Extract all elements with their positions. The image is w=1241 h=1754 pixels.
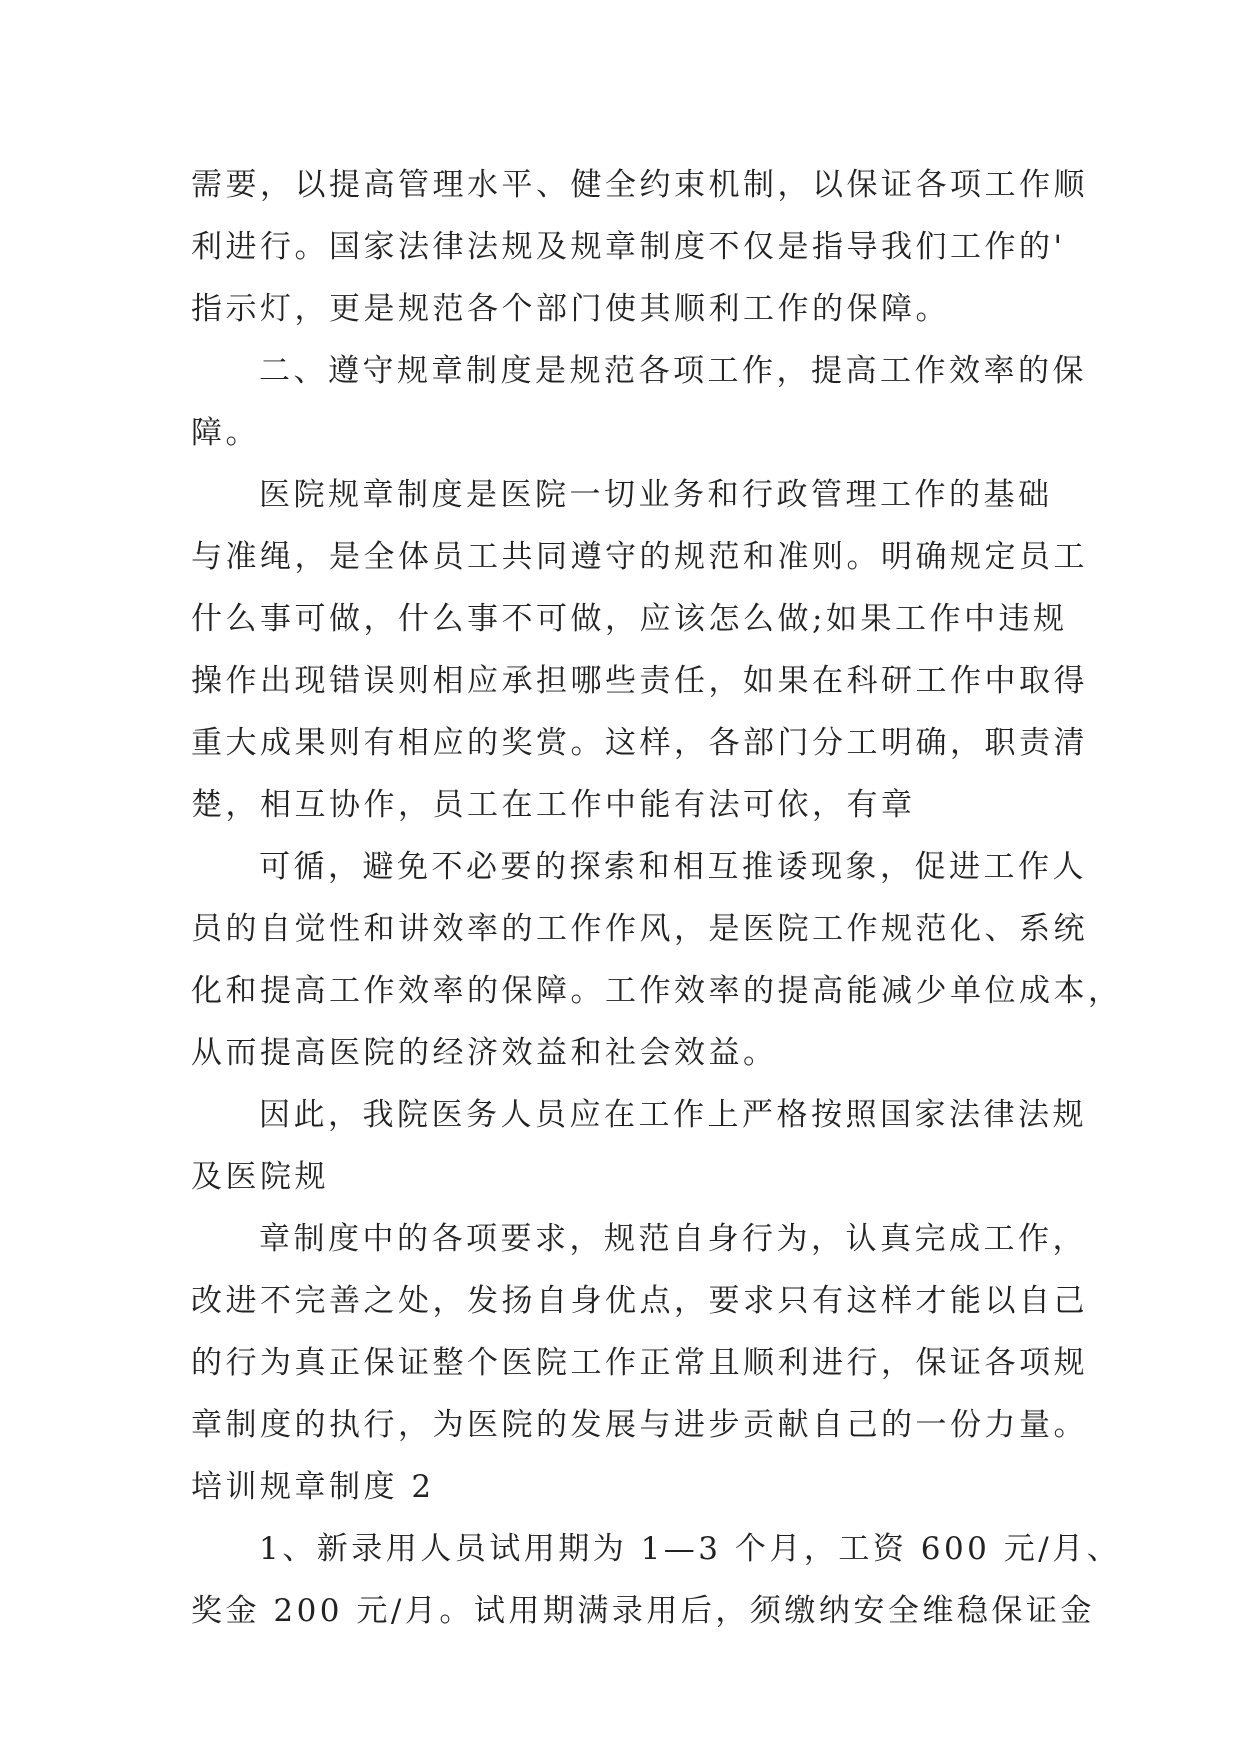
text-line: 改进不完善之处，发扬自身优点，要求只有这样才能以自己	[191, 1283, 1088, 1319]
section-heading-line: 障。	[191, 415, 260, 451]
text-line: 什么事可做，什么事不可做，应该怎么做;如果工作中违规	[191, 601, 1068, 637]
text-line: 的行为真正保证整个医院工作正常且顺利进行，保证各项规	[191, 1345, 1088, 1381]
section-heading-line: 二、遵守规章制度是规范各项工作，提高工作效率的保	[259, 353, 1087, 389]
text-line: 章制度中的各项要求，规范自身行为，认真完成工作，	[259, 1221, 1087, 1257]
text-line: 可循，避免不必要的探索和相互推诿现象，促进工作人	[259, 849, 1087, 885]
text-line: 奖金 200 元/月。试用期满录用后，须缴纳安全维稳保证金	[191, 1593, 1095, 1629]
text-line: 利进行。国家法律法规及规章制度不仅是指导我们工作的'	[191, 229, 1066, 265]
text-line: 因此，我院医务人员应在工作上严格按照国家法律法规	[259, 1097, 1087, 1133]
text-line: 指示灯，更是规范各个部门使其顺利工作的保障。	[191, 291, 950, 327]
text-line: 操作出现错误则相应承担哪些责任，如果在科研工作中取得	[191, 663, 1088, 699]
text-line: 章制度的执行，为医院的发展与进步贡献自己的一份力量。	[191, 1407, 1088, 1443]
body-text	[191, 154, 1123, 1642]
text-line: 楚，相互协作，员工在工作中能有法可依，有章	[191, 787, 916, 823]
text-line: 需要，以提高管理水平、健全约束机制，以保证各项工作顺	[191, 167, 1088, 203]
text-line: 1、新录用人员试用期为 1—3 个月，工资 600 元/月、	[259, 1531, 1122, 1567]
text-line: 从而提高医院的经济效益和社会效益。	[191, 1035, 778, 1071]
text-line: 医院规章制度是医院一切业务和行政管理工作的基础	[259, 477, 1053, 513]
text-line: 化和提高工作效率的保障。工作效率的提高能减少单位成本，	[191, 973, 1123, 1009]
section-title: 培训规章制度 2	[191, 1469, 435, 1505]
text-line: 及医院规	[191, 1159, 329, 1195]
text-line: 与准绳，是全体员工共同遵守的规范和准则。明确规定员工	[191, 539, 1088, 575]
text-line: 员的自觉性和讲效率的工作作风，是医院工作规范化、系统	[191, 911, 1088, 947]
text-line: 重大成果则有相应的奖赏。这样，各部门分工明确，职责清	[191, 725, 1088, 761]
